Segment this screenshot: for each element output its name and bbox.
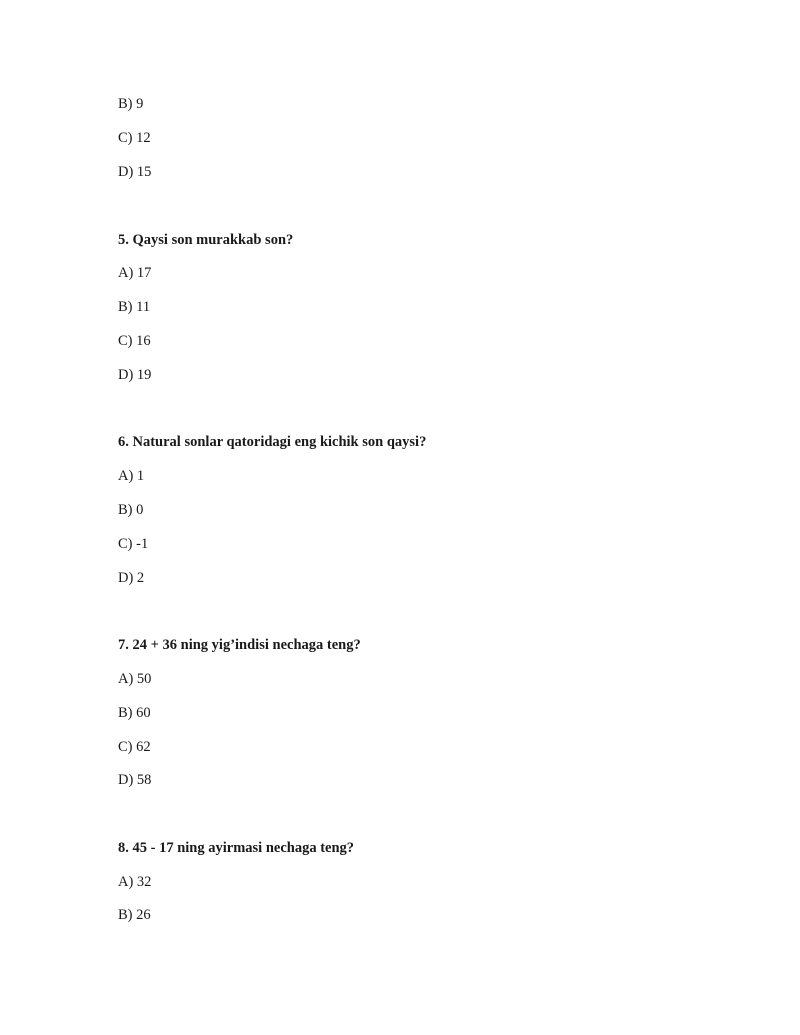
option-q5-a: A) 17	[118, 265, 152, 281]
option-q6-b: B) 0	[118, 502, 144, 518]
option-q7-d: D) 58	[118, 772, 152, 788]
question-7: 7. 24 + 36 ning yig’indisi nechaga teng?	[118, 637, 361, 653]
option-q5-c: C) 16	[118, 333, 151, 349]
option-q8-a: A) 32	[118, 874, 152, 890]
question-8: 8. 45 - 17 ning ayirmasi nechaga teng?	[118, 840, 355, 856]
option-q7-a: A) 50	[118, 671, 152, 687]
option-q6-c: C) -1	[118, 536, 149, 552]
option-q4-d: D) 15	[118, 164, 152, 180]
option-q6-d: D) 2	[118, 570, 145, 586]
option-q5-d: D) 19	[118, 367, 152, 383]
question-5: 5. Qaysi son murakkab son?	[118, 232, 294, 248]
option-q5-b: B) 11	[118, 299, 151, 315]
option-q6-a: A) 1	[118, 468, 145, 484]
option-q4-b: B) 9	[118, 96, 144, 112]
option-q7-c: C) 62	[118, 739, 151, 755]
option-q8-b: B) 26	[118, 907, 151, 923]
option-q7-b: B) 60	[118, 705, 151, 721]
question-6: 6. Natural sonlar qatoridagi eng kichik son qaysi?	[118, 434, 427, 450]
option-q4-c: C) 12	[118, 130, 151, 146]
